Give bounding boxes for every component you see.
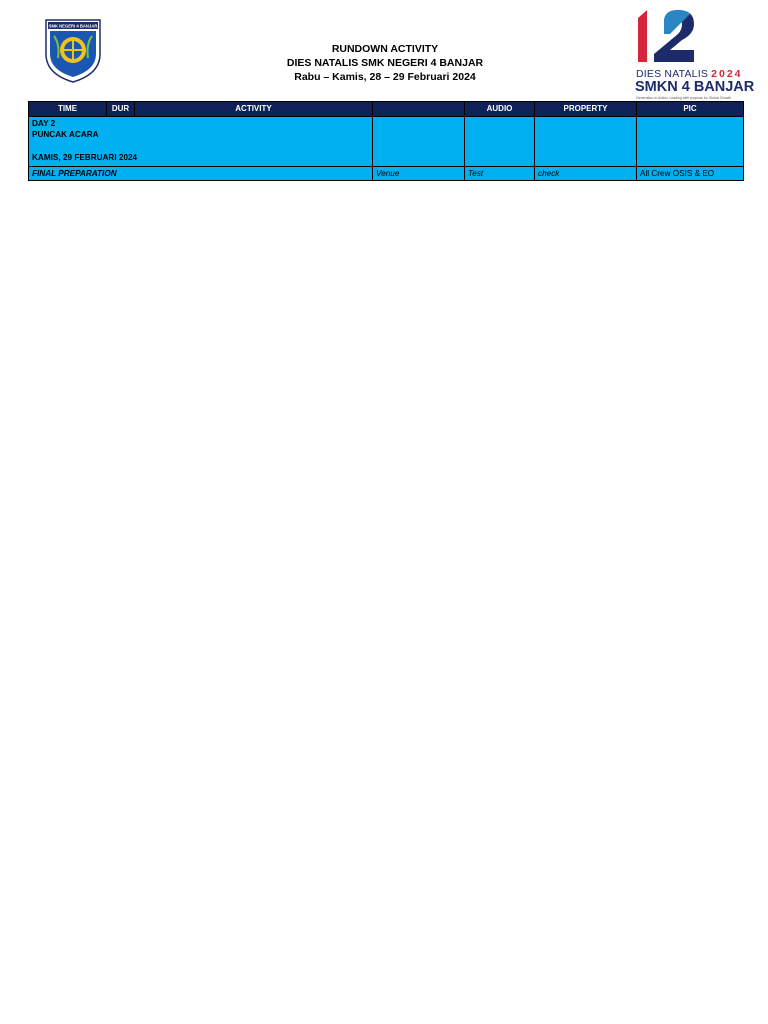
dies-natalis-label: DIES NATALIS 2024 — [636, 68, 743, 80]
col-property-header: PROPERTY — [535, 102, 637, 117]
doc-subtitle: DIES NATALIS SMK NEGERI 4 BANJAR — [286, 57, 484, 69]
section-label: PUNCAK ACARA — [32, 130, 99, 139]
empty-cell — [535, 116, 637, 166]
empty-cell — [465, 116, 535, 166]
logo-tagline: Generation in Action, Leading with purpose for Global Growth — [636, 96, 732, 100]
final-prep-venue: Venue — [373, 166, 465, 181]
anniversary-12-mark — [632, 8, 744, 70]
date-label: KAMIS, 29 FEBRUARI 2024 — [32, 153, 138, 162]
col-dur-header: DUR — [107, 102, 135, 117]
final-prep-audio: Test — [465, 166, 535, 181]
empty-cell — [373, 116, 465, 166]
document-header — [0, 0, 768, 100]
day-label: DAY 2 — [32, 118, 56, 128]
day-intro-cell — [29, 116, 373, 166]
empty-cell — [637, 116, 744, 166]
final-prep-property: check — [535, 166, 637, 181]
col-activity-header: ACTIVITY — [135, 102, 373, 117]
col-venue-header — [373, 102, 465, 117]
table-header-row — [29, 102, 744, 117]
rundown-table-page1 — [28, 101, 744, 181]
col-time-header: TIME — [29, 102, 107, 117]
final-prep-pic: All Crew OSIS & EO — [637, 166, 744, 181]
col-audio-header: AUDIO — [465, 102, 535, 117]
final-prep-row — [29, 166, 744, 181]
logo-school-name: SMKN 4 BANJAR — [635, 79, 755, 95]
crest-text: SMK NEGERI 4 BANJAR — [48, 23, 98, 29]
day-intro-row — [29, 116, 744, 166]
doc-date: Rabu – Kamis, 28 – 29 Februari 2024 — [294, 71, 476, 83]
school-crest-logo — [42, 14, 104, 84]
document-title-block — [230, 42, 540, 84]
doc-title: RUNDOWN ACTIVITY — [331, 43, 439, 55]
final-prep-label: FINAL PREPARATION — [29, 166, 373, 181]
spacer — [32, 141, 369, 153]
col-pic-header: PIC — [637, 102, 744, 117]
dies-natalis-logo — [632, 8, 755, 100]
